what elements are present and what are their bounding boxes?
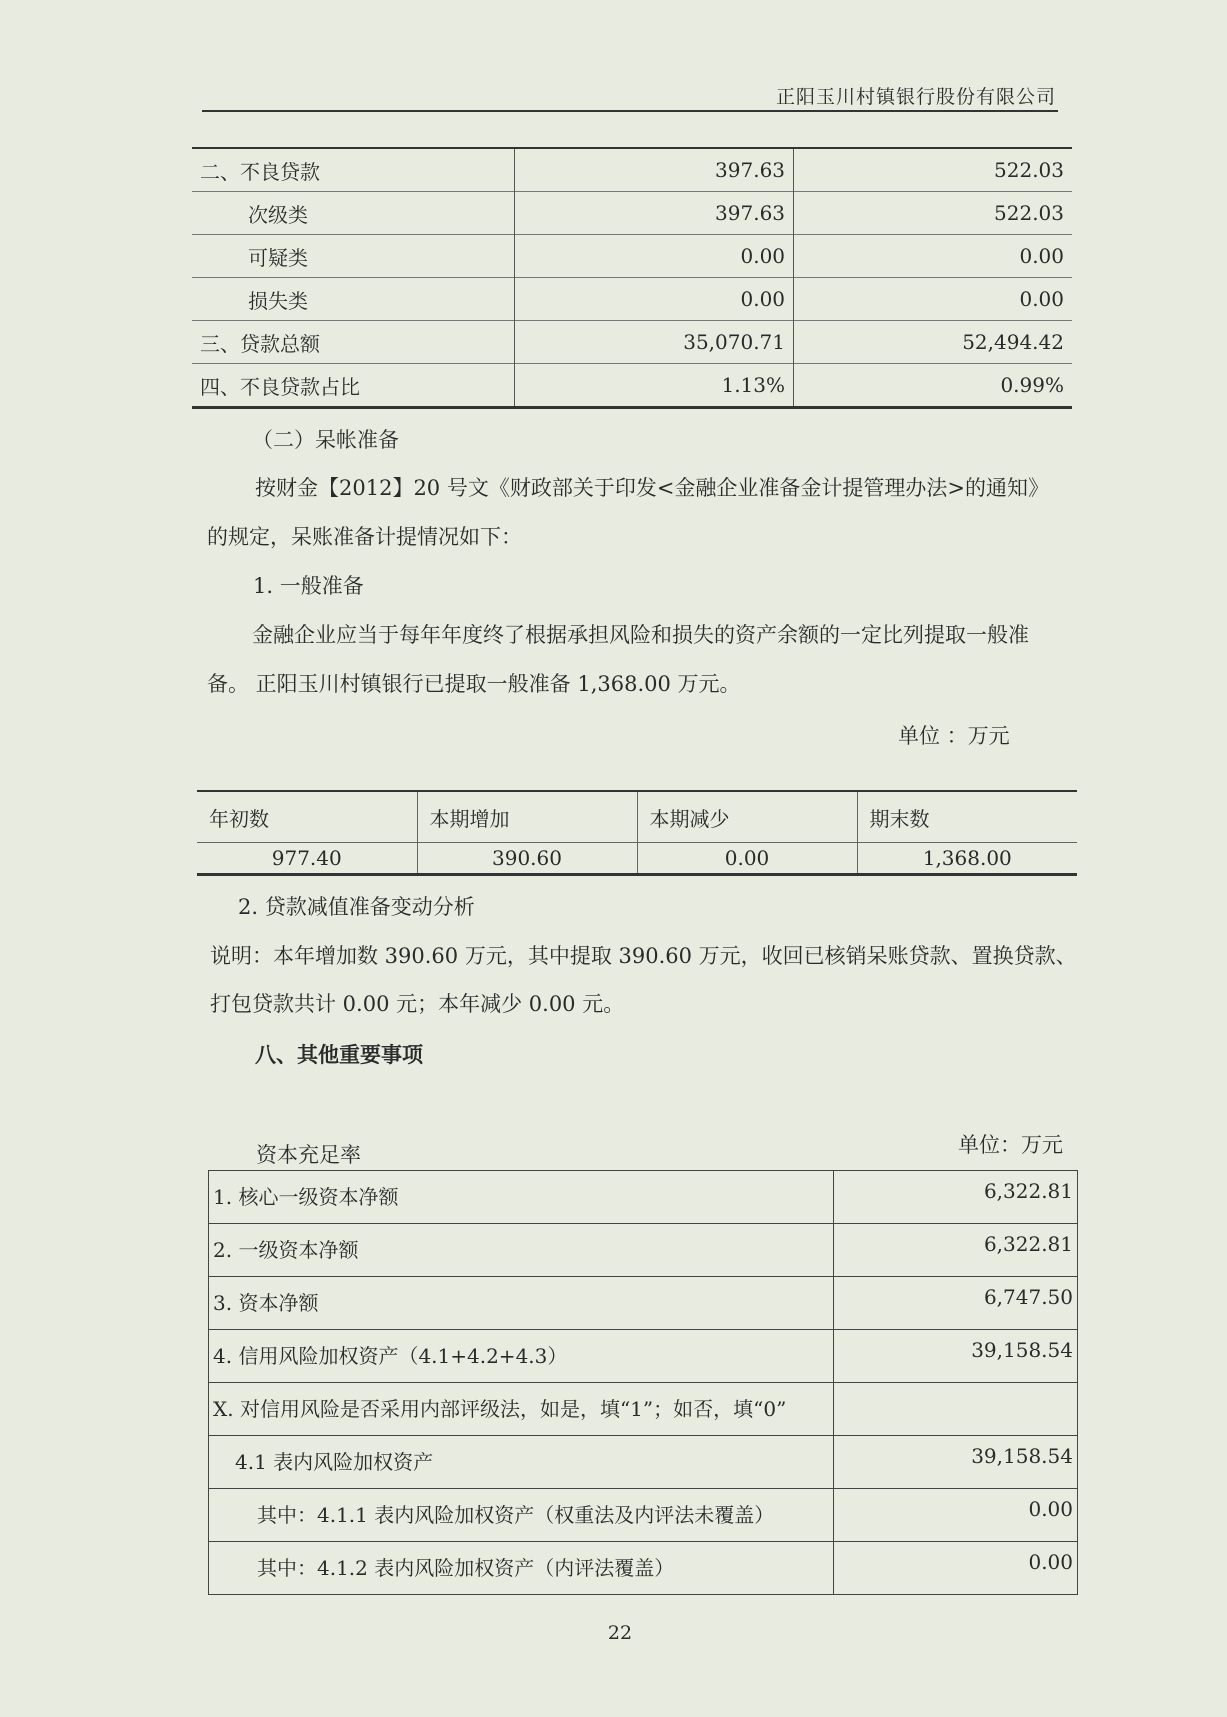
capital-row-value: 6,322.81	[834, 1224, 1078, 1277]
header-rule	[202, 110, 1058, 112]
capital-row-value: 6,322.81	[834, 1171, 1078, 1224]
loan-row-label: 四、不良贷款占比	[192, 364, 515, 408]
capital-row-value: 0.00	[834, 1489, 1078, 1542]
loan-table-row	[192, 235, 1072, 278]
reserve-table-header-row	[197, 791, 1077, 843]
loan-row-value-1: 1.13%	[515, 364, 794, 408]
capital-table-row	[209, 1224, 1078, 1277]
capital-table-row	[209, 1330, 1078, 1383]
intro-line-1: 按财金【2012】20 号文《财政部关于印发<金融企业准备金计提管理办法>的通知》	[255, 476, 1050, 500]
sub-heading-general-reserve: 1. 一般准备	[253, 574, 364, 598]
loan-quality-table	[192, 147, 1072, 409]
loan-row-label: 三、贷款总额	[192, 321, 515, 364]
unit-label-1: 单位 ：万元	[898, 724, 1010, 748]
capital-row-label: 2. 一级资本净额	[209, 1224, 834, 1277]
capital-adequacy-table	[208, 1170, 1078, 1595]
capital-table-title: 资本充足率	[256, 1143, 361, 1167]
loan-table-row	[192, 364, 1072, 408]
loan-row-label: 可疑类	[192, 235, 515, 278]
loan-row-value-2: 522.03	[794, 192, 1072, 235]
section-heading-loan-impairment: 2. 贷款减值准备变动分析	[238, 895, 475, 919]
capital-table-row	[209, 1277, 1078, 1330]
loan-row-value-1: 397.63	[515, 192, 794, 235]
reserve-value-cell: 390.60	[417, 843, 637, 875]
loan-row-label: 二、不良贷款	[192, 148, 515, 192]
loan-row-value-1: 397.63	[515, 148, 794, 192]
capital-row-value	[834, 1383, 1078, 1436]
reserve-value-cell: 0.00	[637, 843, 857, 875]
general-reserve-line-2: 备。 正阳玉川村镇银行已提取一般准备 1,368.00 万元。	[207, 672, 741, 696]
capital-row-label: 4.1 表内风险加权资产	[209, 1436, 834, 1489]
capital-row-value: 39,158.54	[834, 1330, 1078, 1383]
capital-table-row	[209, 1436, 1078, 1489]
section-heading-other: 八、其他重要事项	[255, 1042, 423, 1067]
loan-table-row	[192, 192, 1072, 235]
impairment-line-1: 说明：本年增加数 390.60 万元，其中提取 390.60 万元，收回已核销呆账贷款、置换贷款、	[210, 944, 1077, 968]
capital-table-row	[209, 1542, 1078, 1595]
section-heading-bad-debt: （二）呆帐准备	[252, 428, 399, 452]
reserve-value-cell: 977.40	[197, 843, 417, 875]
loan-row-value-2: 0.00	[794, 235, 1072, 278]
capital-row-value: 0.00	[834, 1542, 1078, 1595]
general-reserve-line-1: 金融企业应当于每年年度终了根据承担风险和损失的资产余额的一定比列提取一般准	[252, 623, 1029, 647]
capital-row-value: 39,158.54	[834, 1436, 1078, 1489]
loan-row-value-2: 0.99%	[794, 364, 1072, 408]
loan-table-row	[192, 321, 1072, 364]
capital-row-label: 3. 资本净额	[209, 1277, 834, 1330]
reserve-header-cell: 期末数	[869, 806, 930, 831]
reserve-value-cell: 1,368.00	[857, 843, 1077, 875]
capital-row-label: X. 对信用风险是否采用内部评级法，如是，填“1”；如否，填“0”	[209, 1383, 834, 1436]
impairment-line-2: 打包贷款共计 0.00 元；本年减少 0.00 元。	[210, 992, 625, 1016]
capital-row-label: 其中：4.1.2 表内风险加权资产（内评法覆盖）	[209, 1542, 834, 1595]
intro-line-2: 的规定，呆账准备计提情况如下：	[207, 525, 522, 549]
loan-row-label: 次级类	[192, 192, 515, 235]
capital-row-label: 1. 核心一级资本净额	[209, 1171, 834, 1224]
reserve-header-cell: 年初数	[197, 791, 417, 843]
page-number: 22	[607, 1622, 633, 1644]
capital-row-value: 6,747.50	[834, 1277, 1078, 1330]
capital-row-label: 其中：4.1.1 表内风险加权资产（权重法及内评法未覆盖）	[209, 1489, 834, 1542]
unit-label-2: 单位：万元	[958, 1133, 1063, 1157]
reserve-table	[197, 790, 1077, 876]
reserve-header-cell: 本期增加	[417, 791, 637, 843]
loan-row-value-2: 52,494.42	[794, 321, 1072, 364]
loan-row-value-2: 522.03	[794, 148, 1072, 192]
capital-row-label: 4. 信用风险加权资产（4.1+4.2+4.3）	[209, 1330, 834, 1383]
loan-table-row	[192, 148, 1072, 192]
loan-row-value-1: 0.00	[515, 235, 794, 278]
header-company-name: 正阳玉川村镇银行股份有限公司	[775, 86, 1056, 108]
capital-table-row	[209, 1489, 1078, 1542]
capital-table-row	[209, 1383, 1078, 1436]
loan-row-value-1: 0.00	[515, 278, 794, 321]
reserve-table-value-row	[197, 843, 1077, 875]
loan-row-value-1: 35,070.71	[515, 321, 794, 364]
reserve-header-cell: 本期减少	[637, 791, 857, 843]
capital-table-row	[209, 1171, 1078, 1224]
loan-table-row	[192, 278, 1072, 321]
loan-row-value-2: 0.00	[794, 278, 1072, 321]
loan-row-label: 损失类	[192, 278, 515, 321]
